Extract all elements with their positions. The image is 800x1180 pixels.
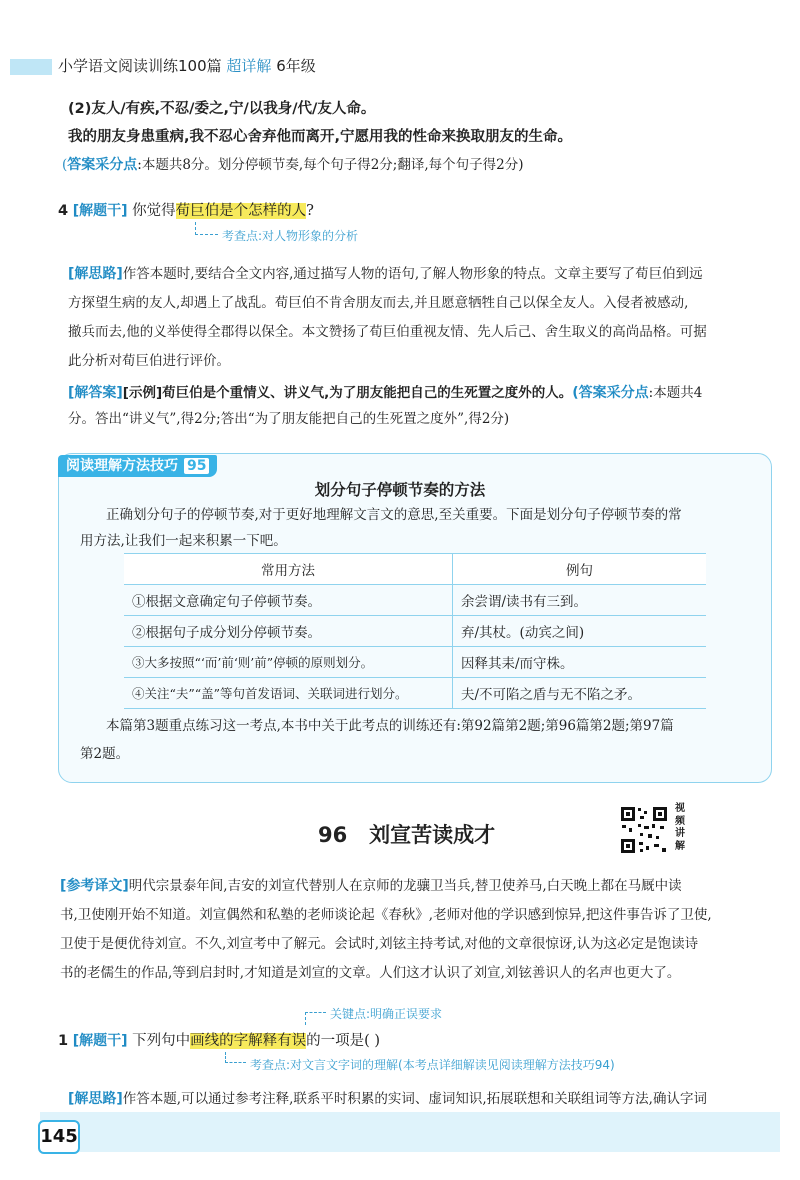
method-table xyxy=(124,553,706,709)
method-footer xyxy=(80,712,674,768)
stem-text-pre: 下列句中 xyxy=(132,1033,191,1049)
table-cell: ②根据句子成分划分停顿节奏。 xyxy=(124,616,453,647)
table-row xyxy=(124,678,706,709)
analysis-label: [解思路] xyxy=(68,266,123,282)
analysis-line: 此分析对荀巨伯进行评价。 xyxy=(68,353,230,369)
video-label-char: 解 xyxy=(675,840,685,852)
exam-point-note: 考查点:对文言文字词的理解(本考点详细解读见阅读理解方法技巧94) xyxy=(250,1058,615,1072)
stem-text-post: 的一项是( ) xyxy=(306,1033,381,1049)
table-row xyxy=(124,585,706,616)
qr-code-icon[interactable] xyxy=(620,806,668,854)
table-header: 例句 xyxy=(453,554,707,585)
book-title: 小学语文阅读训练100篇 xyxy=(58,57,222,75)
stem-label: [解题干] xyxy=(72,203,128,219)
header-accent-bar xyxy=(10,59,52,75)
table-cell: 弃/其杖。(动宾之间) xyxy=(453,616,707,647)
chapter-number: 96 xyxy=(318,823,348,847)
book-tag: 超详解 xyxy=(226,57,272,75)
table-header: 常用方法 xyxy=(124,554,453,585)
translation-line: 书的老儒生的作品,等到启封时,才知道是刘宣的文章。人们这才认识了刘宣,刘铉善识人的名声也更大了。 xyxy=(60,965,681,981)
page-number: 145 xyxy=(38,1120,80,1154)
table-cell: ③大多按照“‘而’前‘则’前”停顿的原则划分。 xyxy=(124,647,453,678)
exam-point-connector xyxy=(225,1052,246,1063)
method-intro xyxy=(80,502,682,554)
video-label-char: 讲 xyxy=(675,828,685,839)
method-footer-line: 本篇第3题重点练习这一考点,本书中关于此考点的训练还有:第92篇第2题;第96篇第2题;第97篇 xyxy=(106,718,674,734)
key-point-connector xyxy=(305,1012,326,1025)
method-footer-line: 第2题。 xyxy=(80,746,130,762)
stem-text-post: ? xyxy=(306,203,314,219)
answer-block xyxy=(68,380,702,432)
table-cell: ①根据文意确定句子停顿节奏。 xyxy=(124,585,453,616)
reference-translation xyxy=(60,872,712,988)
answer-score-label: (答案采分点 xyxy=(572,385,649,401)
exam-point-connector xyxy=(195,222,218,235)
table-row xyxy=(124,616,706,647)
analysis-block xyxy=(68,260,707,376)
analysis-line: 方探望生病的友人,却遇上了战乱。荀巨伯不肯舍朋友而去,并且愿意牺牲自己以保全友人。入侵者被感动, xyxy=(68,295,689,311)
analysis-label: [解思路] xyxy=(68,1091,123,1107)
chapter-title: 刘宣苦读成才 xyxy=(369,823,496,847)
method-box-title: 划分句子停顿节奏的方法 xyxy=(314,481,486,499)
q1-analysis xyxy=(68,1088,707,1110)
method-intro-line: 正确划分句子的停顿节奏,对于更好地理解文言文的意思,至关重要。下面是划分句子停顿节奏的常 xyxy=(106,507,682,523)
method-tag-number: 95 xyxy=(184,458,209,474)
answer-score-text: 分。答出“讲义气”,得2分;答出“为了朋友能把自己的生死置之度外”,得2分) xyxy=(68,411,510,427)
question-number: 1 xyxy=(58,1033,69,1049)
table-cell: 夫/不可陷之盾与无不陷之矛。 xyxy=(453,678,707,709)
translation-line: 卫使于是便优待刘宣。不久,刘宣考中了解元。会试时,刘铉主持考试,对他的文章很惊讶,认为这必定是饱读诗 xyxy=(60,936,699,952)
translation-label: [参考译文] xyxy=(60,878,129,894)
translation-line: 书,卫使刚开始不知道。刘宣偶然和私塾的老师谈论起《春秋》,老师对他的学识感到惊异,把这件事告诉了卫使, xyxy=(60,907,712,923)
method-intro-line: 用方法,让我们一起来积累一下吧。 xyxy=(80,533,287,549)
answer-score-text: :本题共4 xyxy=(648,385,703,401)
video-label-char: 频 xyxy=(675,815,685,827)
stem-highlight: 画线的字解释有误 xyxy=(190,1033,307,1049)
stem-highlight: 荀巨伯是个怎样的人 xyxy=(175,203,307,219)
answer-text: [示例]荀巨伯是个重情义、讲义气,为了朋友能把自己的生死置之度外的人。 xyxy=(122,385,573,401)
stem-text-pre: 你觉得 xyxy=(132,203,176,219)
translation-line: 明代宗景泰年间,吉安的刘宣代替别人在京师的龙骧卫当兵,替卫使养马,白天晚上都在马厩中读 xyxy=(128,878,682,894)
analysis-line: 作答本题时,要结合全文内容,通过描写人物的语句,了解人物形象的特点。文章主要写了荀巨伯到远 xyxy=(122,266,703,282)
method-box-tag xyxy=(58,455,217,477)
scoring-text: :本题共8分。划分停顿节奏,每个句子得2分;翻译,每个句子得2分) xyxy=(137,157,524,173)
answer-label: [解答案] xyxy=(68,385,123,401)
chapter-heading xyxy=(318,819,495,849)
page-header xyxy=(58,55,316,76)
footer-band xyxy=(40,1112,780,1152)
table-cell: 因释其耒/而守株。 xyxy=(453,647,707,678)
table-cell: ④关注“夫”“盖”等句首发语词、关联词进行划分。 xyxy=(124,678,453,709)
table-cell: 余尝谓/读书有三到。 xyxy=(453,585,707,616)
stem-label: [解题干] xyxy=(72,1033,128,1049)
key-point-note: 关键点:明确正误要求 xyxy=(330,1007,443,1021)
scoring-label: 答案采分点 xyxy=(67,157,138,173)
video-label-char: 视 xyxy=(675,803,685,814)
scoring-note: (答案采分点:本题共8分。划分停顿节奏,每个句子得2分;翻译,每个句子得2分) xyxy=(62,157,524,173)
method-tag-label: 阅读理解方法技巧 xyxy=(66,458,178,474)
table-header-row xyxy=(124,554,706,585)
sentence-translation: 我的朋友身患重病,我不忍心舍弃他而离开,宁愿用我的性命来换取朋友的生命。 xyxy=(68,129,573,145)
book-grade: 6年级 xyxy=(276,57,316,75)
exam-point-note: 考查点:对人物形象的分析 xyxy=(222,229,359,243)
analysis-line: 撤兵而去,他的义举使得全郡得以保全。本文赞扬了荀巨伯重视友情、先人后己、舍生取义的高尚品格。可据 xyxy=(68,324,707,340)
video-label[interactable] xyxy=(675,803,685,853)
question-1-stem xyxy=(58,1030,380,1052)
question-number: 4 xyxy=(58,203,69,219)
table-row xyxy=(124,647,706,678)
question-4-stem xyxy=(58,200,314,222)
classical-sentence: (2)友人/有疾,不忍/委之,宁/以我身/代/友人命。 xyxy=(68,101,376,117)
analysis-line: 作答本题,可以通过参考注释,联系平时积累的实词、虚词知识,拓展联想和关联组词等方法,确认字词 xyxy=(122,1091,707,1107)
